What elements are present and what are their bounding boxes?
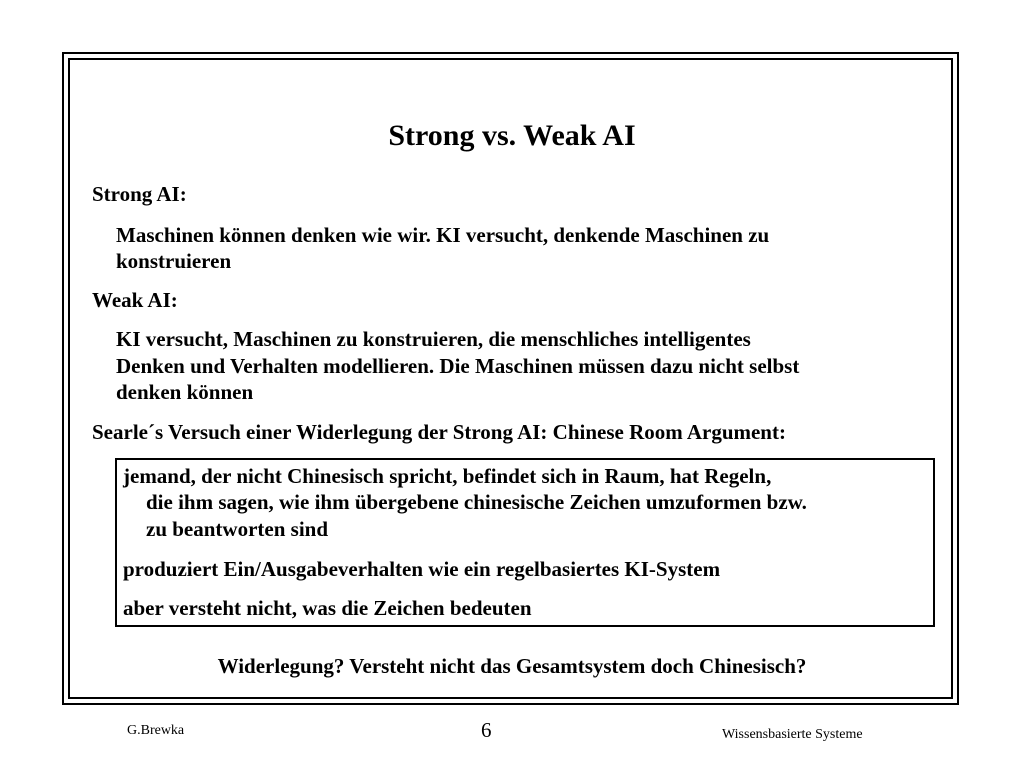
footer-page-number: 6 — [481, 718, 492, 742]
footer-author: G.Brewka — [127, 723, 185, 738]
strong-ai-text-line-1: Maschinen können denken wie wir. KI versucht, denkende Maschinen zu — [116, 223, 770, 247]
strong-ai-text-line-2: konstruieren — [116, 249, 232, 273]
slide-title: Strong vs. Weak AI — [388, 119, 636, 152]
conclusion-question: Widerlegung? Versteht nicht das Gesamtsystem doch Chinesisch? — [217, 654, 807, 678]
box-line-3: zu beantworten sind — [146, 517, 329, 541]
weak-ai-heading: Weak AI: — [92, 288, 178, 312]
box-line-2: die ihm sagen, wie ihm übergebene chinesische Zeichen umzuformen bzw. — [146, 490, 807, 514]
box-line-5: aber versteht nicht, was die Zeichen bedeuten — [123, 596, 532, 620]
weak-ai-text-line-2: Denken und Verhalten modellieren. Die Maschinen müssen dazu nicht selbst — [116, 354, 800, 378]
footer-course: Wissensbasierte Systeme — [722, 727, 863, 742]
weak-ai-text-line-3: denken können — [116, 380, 254, 404]
strong-ai-heading: Strong AI: — [92, 182, 187, 206]
box-line-1: jemand, der nicht Chinesisch spricht, befindet sich in Raum, hat Regeln, — [123, 464, 772, 488]
weak-ai-text-line-1: KI versucht, Maschinen zu konstruieren, die menschliches intelligentes — [116, 327, 751, 351]
searle-heading: Searle´s Versuch einer Widerlegung der Strong AI: Chinese Room Argument: — [92, 420, 786, 444]
box-line-4: produziert Ein/Ausgabeverhalten wie ein regelbasiertes KI-System — [123, 557, 721, 581]
